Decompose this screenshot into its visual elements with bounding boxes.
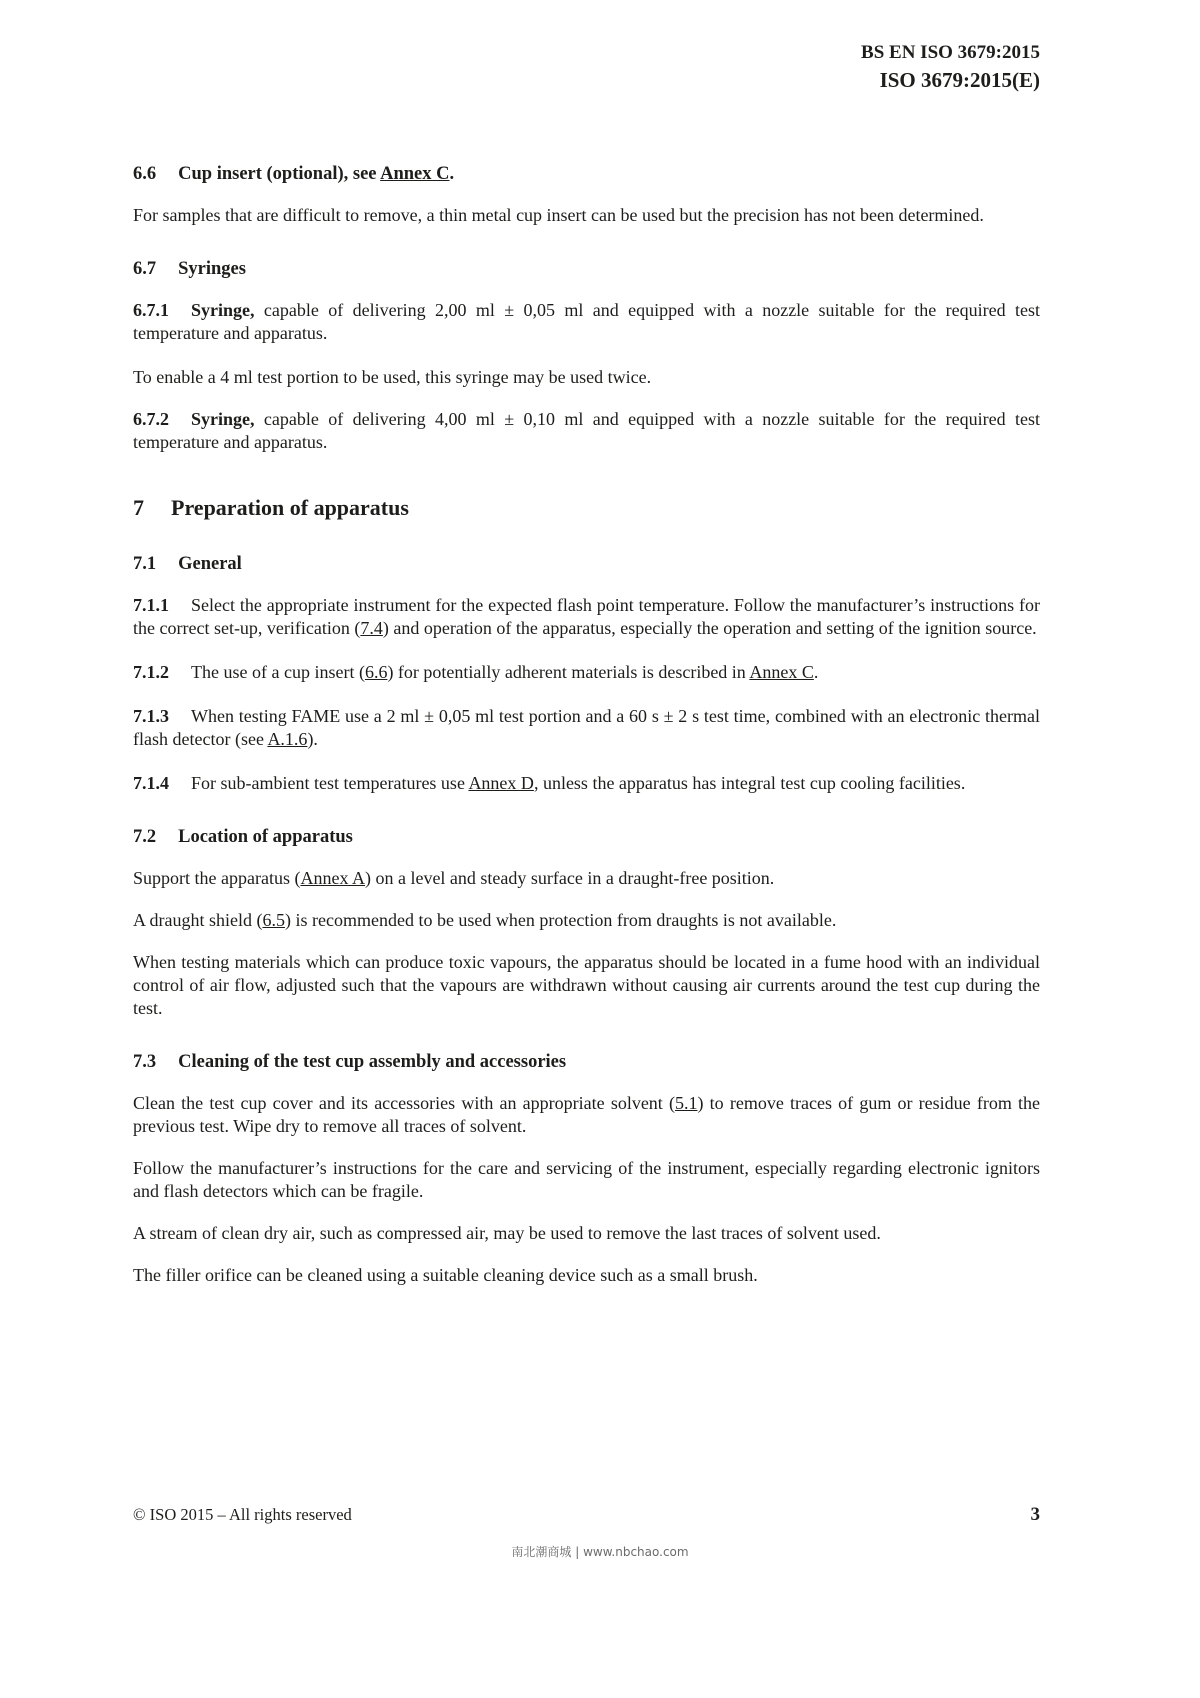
standard-ref-iso: ISO 3679:2015(E) bbox=[879, 68, 1040, 92]
heading-7-2 bbox=[133, 825, 1040, 849]
text-run: . bbox=[449, 164, 455, 184]
bold-text-run: 6.6 bbox=[133, 164, 157, 184]
text-run: ) for potentially adherent materials is described in bbox=[387, 662, 750, 682]
cross-reference-link[interactable]: 6.6 bbox=[364, 662, 388, 682]
bold-text-run: 6.7.1 bbox=[133, 300, 169, 320]
text-run: For sub-ambient test temperatures use bbox=[191, 773, 469, 793]
text-run: Follow the manufacturer’s instructions for the care and servicing of the instrument, especially regarding electronic ignitors and flash detectors which can be fragile. bbox=[133, 1158, 1040, 1201]
para-6-6 bbox=[133, 204, 1040, 227]
bold-text-run: 6.7.2 bbox=[133, 409, 169, 429]
bold-text-run: Syringe, bbox=[191, 300, 255, 320]
para-7-2-1 bbox=[133, 867, 1040, 890]
text-run: , unless the apparatus has integral test cup cooling facilities. bbox=[533, 773, 966, 793]
text-run: A stream of clean dry air, such as compressed air, may be used to remove the last traces of solvent used. bbox=[133, 1223, 881, 1243]
heading-7-1 bbox=[133, 552, 1040, 576]
cross-reference-link[interactable]: Annex C bbox=[749, 662, 814, 682]
heading-7 bbox=[133, 494, 1040, 522]
text-run: ) is recommended to be used when protection from draughts is not available. bbox=[284, 910, 837, 930]
bold-text-run: General bbox=[178, 554, 242, 574]
para-7-2-2 bbox=[133, 909, 1040, 932]
document-header bbox=[0, 0, 1200, 94]
text-run: For samples that are difficult to remove, a thin metal cup insert can be used but the precision has not been determined. bbox=[133, 205, 984, 225]
bold-text-run: 7.1.4 bbox=[133, 773, 169, 793]
text-run: When testing FAME use a 2 ml ± 0,05 ml test portion and a 60 s ± 2 s test time, combined with an electronic thermal flash detector (see bbox=[133, 706, 1040, 749]
heading-6-6 bbox=[133, 162, 1040, 186]
text-run: ). bbox=[307, 729, 318, 749]
para-6-7-1-note bbox=[133, 366, 1040, 389]
bold-text-run: 7.3 bbox=[133, 1052, 157, 1072]
bold-text-run: 7 bbox=[133, 495, 144, 520]
text-run: When testing materials which can produce toxic vapours, the apparatus should be located in a fume hood with an individual control of air flow, adjusted such that the vapours are withdrawn without causing air currents around the test cup during the test. bbox=[133, 952, 1040, 1018]
bold-text-run: Cleaning of the test cup assembly and accessories bbox=[178, 1052, 567, 1072]
clause-7-1-2 bbox=[133, 661, 1040, 684]
cross-reference-link[interactable]: 5.1 bbox=[675, 1093, 698, 1113]
text-run: ) and operation of the apparatus, especially the operation and setting of the ignition source. bbox=[382, 618, 1037, 638]
para-7-3-1 bbox=[133, 1092, 1040, 1138]
text-run: The use of a cup insert ( bbox=[191, 662, 365, 682]
text-run: To enable a 4 ml test portion to be used, this syringe may be used twice. bbox=[133, 367, 652, 387]
para-7-3-2 bbox=[133, 1157, 1040, 1203]
bold-text-run: 7.2 bbox=[133, 827, 157, 847]
para-7-3-3 bbox=[133, 1222, 1040, 1245]
text-run: capable of delivering 2,00 ml ± 0,05 ml and equipped with a nozzle suitable for the required test temperature and apparatus. bbox=[133, 300, 1040, 343]
document-footer bbox=[133, 1504, 1040, 1526]
text-run: capable of delivering 4,00 ml ± 0,10 ml and equipped with a nozzle suitable for the required test temperature and apparatus. bbox=[133, 409, 1040, 452]
para-7-2-3 bbox=[133, 951, 1040, 1020]
bold-text-run: Syringe, bbox=[191, 409, 255, 429]
bold-text-run: Preparation of apparatus bbox=[171, 495, 409, 520]
cross-reference-link[interactable]: 7.4 bbox=[360, 618, 383, 638]
clause-6-7-2 bbox=[133, 408, 1040, 454]
document-body bbox=[0, 94, 1200, 1287]
bold-text-run: 7.1.1 bbox=[133, 595, 169, 615]
cross-reference-link[interactable]: Annex A bbox=[300, 868, 365, 888]
cross-reference-link[interactable]: Annex C bbox=[380, 164, 450, 184]
bold-text-run: Cup insert (optional), bbox=[178, 164, 349, 184]
page-number: 3 bbox=[1030, 1504, 1040, 1525]
text-run: The filler orifice can be cleaned using a suitable cleaning device such as a small brush. bbox=[133, 1265, 758, 1285]
clause-7-1-3 bbox=[133, 705, 1040, 751]
text-run: . bbox=[813, 662, 819, 682]
text-run: ) on a level and steady surface in a draught-free position. bbox=[364, 868, 775, 888]
text-run: Clean the test cup cover and its accessories with an appropriate solvent ( bbox=[133, 1093, 675, 1113]
watermark: 南北潮商城 | www.nbchao.com bbox=[511, 1545, 689, 1559]
bold-text-run: 7.1.2 bbox=[133, 662, 169, 682]
cross-reference-link[interactable]: A.1.6 bbox=[267, 729, 308, 749]
text-run: ) to remove traces of gum or residue from the previous test. Wipe dry to remove all traces of solvent. bbox=[133, 1093, 1041, 1136]
bold-text-run: 7.1 bbox=[133, 554, 157, 574]
clause-7-1-1 bbox=[133, 594, 1040, 640]
bold-text-run: 6.7 bbox=[133, 259, 157, 279]
text-run: A draught shield ( bbox=[133, 910, 263, 930]
cross-reference-link[interactable]: Annex D bbox=[468, 773, 534, 793]
copyright-notice: © ISO 2015 – All rights reserved bbox=[133, 1505, 352, 1524]
bold-text-run: Syringes bbox=[178, 259, 246, 279]
heading-7-3 bbox=[133, 1050, 1040, 1074]
text-run: Select the appropriate instrument for the expected flash point temperature. Follow the manufacturer’s instructions for the correct set-up, verification ( bbox=[133, 595, 1040, 638]
bold-text-run: Location of apparatus bbox=[178, 827, 353, 847]
clause-7-1-4 bbox=[133, 772, 1040, 795]
bold-text-run: 7.1.3 bbox=[133, 706, 169, 726]
heading-6-7 bbox=[133, 257, 1040, 281]
cross-reference-link[interactable]: 6.5 bbox=[262, 910, 285, 930]
standard-ref-bs: BS EN ISO 3679:2015 bbox=[861, 42, 1040, 63]
clause-6-7-1 bbox=[133, 299, 1040, 345]
text-run: Support the apparatus ( bbox=[133, 868, 301, 888]
text-run: see bbox=[348, 164, 381, 184]
para-7-3-4 bbox=[133, 1264, 1040, 1287]
